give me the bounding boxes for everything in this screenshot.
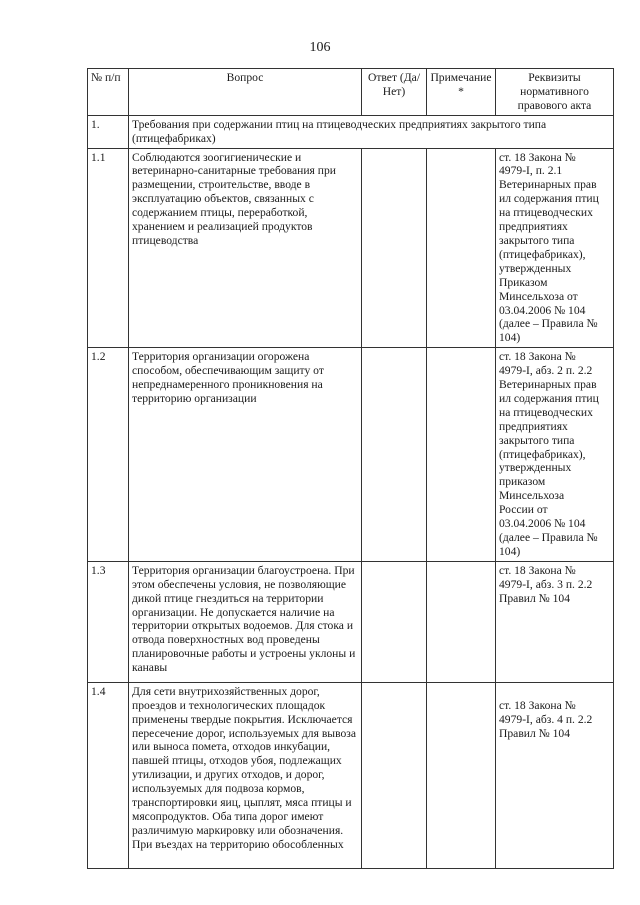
header-requisites: Реквизиты нормативного правового акта — [496, 69, 614, 116]
section-num: 1. — [88, 115, 129, 148]
page-number: 106 — [309, 40, 331, 55]
row-note — [427, 348, 496, 562]
row-requisites: ст. 18 Закона № 4979-I, абз. 4 п. 2.2 Правил № 104 — [496, 682, 614, 868]
header-num: № п/п — [88, 69, 129, 116]
row-answer — [362, 348, 427, 562]
row-note — [427, 148, 496, 348]
row-requisites: ст. 18 Закона № 4979-I, абз. 2 п. 2.2 Ветеринарных прав ил содержания птиц на птицеводческих предприятиях закрытого типа (птицефабриках), утвержденных приказом Минсельхоза России от 03.04.2006 № 104 (далее – Правила № 104) — [496, 348, 614, 562]
row-num: 1.1 — [88, 148, 129, 348]
row-question: Территория организации благоустроена. При этом обеспечены условия, не позволяющие дикой птице гнездиться на территории организации. Не допускается наличие на территории открытых водоемов. Для стока и отвода поверхностных вод проведены планировочные работы и устроены уклоны и канавы — [129, 561, 362, 682]
header-answer: Ответ (Да/Нет) — [362, 69, 427, 116]
table-row — [88, 561, 614, 682]
section-row — [88, 115, 614, 148]
header-note: Примечание * — [427, 69, 496, 116]
table-row — [88, 348, 614, 562]
row-answer — [362, 148, 427, 348]
row-note — [427, 682, 496, 868]
row-question: Территория организации огорожена способом, обеспечивающим защиту от непреднамеренного проникновения на территорию организации — [129, 348, 362, 562]
row-question: Для сети внутрихозяйственных дорог, проездов и технологических площадок применены твердые покрытия. Исключается пересечение дорог, используемых для вывоза или выноса помета, отходов инкубации, павшей птицы, отходов убоя, подлежащих утилизации, и других отходов, и дорог, используемых для подвоза кормов, транспортировки яиц, цыплят, мяса птицы и мясопродуктов. Оба типа дорог имеют различимую маркировку или обозначения. При въездах на территорию обособленных — [129, 682, 362, 868]
row-requisites: ст. 18 Закона № 4979-I, абз. 3 п. 2.2 Правил № 104 — [496, 561, 614, 682]
table-row — [88, 148, 614, 348]
row-num: 1.2 — [88, 348, 129, 562]
row-question: Соблюдаются зоогигиенические и ветеринарно-санитарные требования при размещении, строительстве, вводе в эксплуатацию объектов, связанных с содержанием птицы, переработкой, хранением и реализацией продуктов птицеводства — [129, 148, 362, 348]
row-answer — [362, 682, 427, 868]
row-answer — [362, 561, 427, 682]
row-note — [427, 561, 496, 682]
checklist-table — [87, 68, 614, 869]
row-num: 1.3 — [88, 561, 129, 682]
row-requisites: ст. 18 Закона № 4979-I, п. 2.1 Ветеринарных прав ил содержания птиц на птицеводческих предприятиях закрытого типа (птицефабриках), утвержденных Приказом Минсельхоза от 03.04.2006 № 104 (далее – Правила № 104) — [496, 148, 614, 348]
section-title: Требования при содержании птиц на птицеводческих предприятиях закрытого типа (птицефабриках) — [129, 115, 614, 148]
table-header-row — [88, 69, 614, 116]
table-row — [88, 682, 614, 868]
header-question: Вопрос — [129, 69, 362, 116]
row-num: 1.4 — [88, 682, 129, 868]
